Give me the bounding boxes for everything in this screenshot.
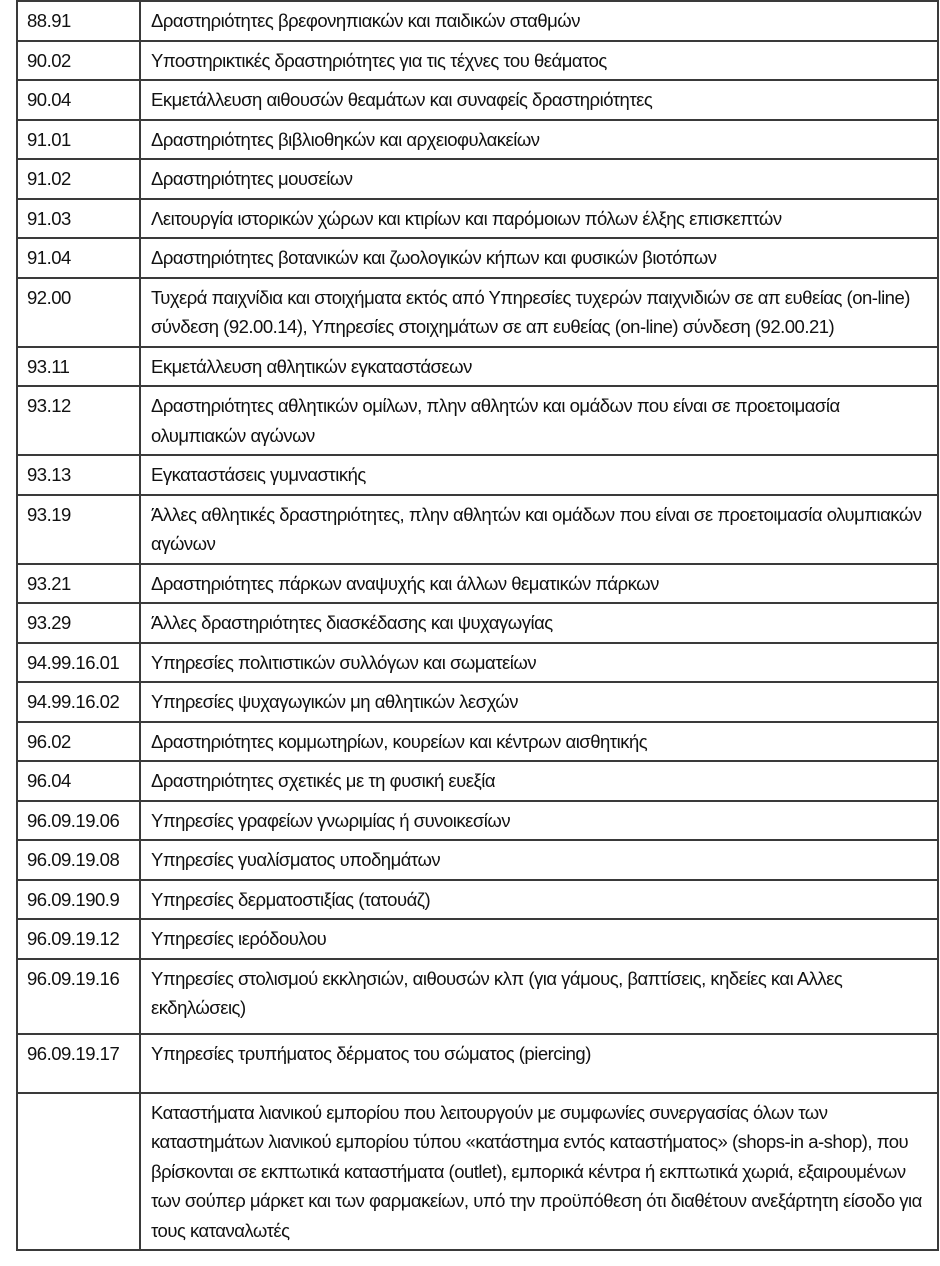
activity-code: 91.04 <box>17 238 140 278</box>
activity-code: 96.04 <box>17 761 140 801</box>
activity-code: 91.01 <box>17 120 140 160</box>
activity-code: 96.09.190.9 <box>17 880 140 920</box>
activity-description: Εγκαταστάσεις γυμναστικής <box>140 455 938 495</box>
table-row <box>17 1093 938 1251</box>
table-row <box>17 643 938 683</box>
activity-description: Δραστηριότητες κομμωτηρίων, κουρείων και κέντρων αισθητικής <box>140 722 938 762</box>
table-row <box>17 347 938 387</box>
activity-description: Υπηρεσίες γραφείων γνωριμίας ή συνοικεσίων <box>140 801 938 841</box>
activity-code: 96.09.19.16 <box>17 959 140 1034</box>
activity-code: 94.99.16.01 <box>17 643 140 683</box>
table-row <box>17 840 938 880</box>
activity-description: Δραστηριότητες αθλητικών ομίλων, πλην αθλητών και ομάδων που είναι σε προετοιμασία ολυμπιακών αγώνων <box>140 386 938 455</box>
activity-description: Δραστηριότητες βιβλιοθηκών και αρχειοφυλακείων <box>140 120 938 160</box>
activity-code: 93.21 <box>17 564 140 604</box>
activity-code: 93.19 <box>17 495 140 564</box>
activity-description: Υπηρεσίες στολισμού εκκλησιών, αιθουσών κλπ (για γάμους, βαπτίσεις, κηδείες και Αλλες εκδηλώσεις) <box>140 959 938 1034</box>
activity-description: Δραστηριότητες μουσείων <box>140 159 938 199</box>
activity-description: Δραστηριότητες βοτανικών και ζωολογικών κήπων και φυσικών βιοτόπων <box>140 238 938 278</box>
activity-code: 91.02 <box>17 159 140 199</box>
table-row <box>17 801 938 841</box>
activity-description: Δραστηριότητες βρεφονηπιακών και παιδικών σταθμών <box>140 1 938 41</box>
table-row <box>17 159 938 199</box>
activity-code: 93.12 <box>17 386 140 455</box>
activity-code: 88.91 <box>17 1 140 41</box>
activity-code: 90.02 <box>17 41 140 81</box>
table-row <box>17 80 938 120</box>
activity-description: Λειτουργία ιστορικών χώρων και κτιρίων και παρόμοιων πόλων έλξης επισκεπτών <box>140 199 938 239</box>
activity-code <box>17 1093 140 1251</box>
activity-description: Καταστήματα λιανικού εμπορίου που λειτουργούν με συμφωνίες συνεργασίας όλων των καταστημάτων λιανικού εμπορίου τύπου «κατάστημα εντός καταστήματος» (shops-in a-shop), που βρίσκονται σε εκπτωτικά καταστήματα (outlet), εμπορικά κέντρα ή εκπτωτικά χωριά, εξαιρουμένων των σούπερ μάρκετ και των φαρμακείων, υπό την προϋπόθεση ότι διαθέτουν ανεξάρτητη είσοδο για τους καταναλωτές <box>140 1093 938 1251</box>
table-row <box>17 761 938 801</box>
table-row <box>17 722 938 762</box>
table-row <box>17 495 938 564</box>
activity-description: Υπηρεσίες ψυχαγωγικών μη αθλητικών λεσχών <box>140 682 938 722</box>
activity-description: Υποστηρικτικές δραστηριότητες για τις τέχνες του θεάματος <box>140 41 938 81</box>
activity-code: 90.04 <box>17 80 140 120</box>
table-row <box>17 603 938 643</box>
activity-description: Υπηρεσίες πολιτιστικών συλλόγων και σωματείων <box>140 643 938 683</box>
activity-code: 96.09.19.17 <box>17 1034 140 1093</box>
activity-description: Δραστηριότητες σχετικές με τη φυσική ευεξία <box>140 761 938 801</box>
activity-description: Υπηρεσίες τρυπήματος δέρματος του σώματος (piercing) <box>140 1034 938 1093</box>
activity-code: 94.99.16.02 <box>17 682 140 722</box>
activity-description: Εκμετάλλευση αθλητικών εγκαταστάσεων <box>140 347 938 387</box>
table-row <box>17 120 938 160</box>
activity-description: Άλλες αθλητικές δραστηριότητες, πλην αθλητών και ομάδων που είναι σε προετοιμασία ολυμπιακών αγώνων <box>140 495 938 564</box>
activity-code: 91.03 <box>17 199 140 239</box>
table-row <box>17 919 938 959</box>
activity-description: Τυχερά παιχνίδια και στοιχήματα εκτός από Υπηρεσίες τυχερών παιχνιδιών σε απ ευθείας (on-line) σύνδεση (92.00.14), Υπηρεσίες στοιχημάτων σε απ ευθείας (on-line) σύνδεση (92.00.21) <box>140 278 938 347</box>
activity-code: 93.11 <box>17 347 140 387</box>
table-row <box>17 682 938 722</box>
activity-description: Εκμετάλλευση αιθουσών θεαμάτων και συναφείς δραστηριότητες <box>140 80 938 120</box>
table-row <box>17 41 938 81</box>
activity-code: 96.02 <box>17 722 140 762</box>
table-row <box>17 455 938 495</box>
activity-code: 96.09.19.12 <box>17 919 140 959</box>
table-row <box>17 386 938 455</box>
activity-description: Υπηρεσίες δερματοστιξίας (τατουάζ) <box>140 880 938 920</box>
table-row <box>17 959 938 1034</box>
activity-codes-table <box>16 0 939 1251</box>
activity-description: Υπηρεσίες ιερόδουλου <box>140 919 938 959</box>
activity-description: Δραστηριότητες πάρκων αναψυχής και άλλων θεματικών πάρκων <box>140 564 938 604</box>
table-row <box>17 564 938 604</box>
activity-description: Υπηρεσίες γυαλίσματος υποδημάτων <box>140 840 938 880</box>
activity-code: 93.29 <box>17 603 140 643</box>
activity-code: 96.09.19.08 <box>17 840 140 880</box>
activity-description: Άλλες δραστηριότητες διασκέδασης και ψυχαγωγίας <box>140 603 938 643</box>
table-row <box>17 1 938 41</box>
table-row <box>17 278 938 347</box>
table-row <box>17 1034 938 1093</box>
activity-code: 93.13 <box>17 455 140 495</box>
table-row <box>17 199 938 239</box>
table-row <box>17 238 938 278</box>
activity-code: 96.09.19.06 <box>17 801 140 841</box>
activity-code: 92.00 <box>17 278 140 347</box>
table-row <box>17 880 938 920</box>
